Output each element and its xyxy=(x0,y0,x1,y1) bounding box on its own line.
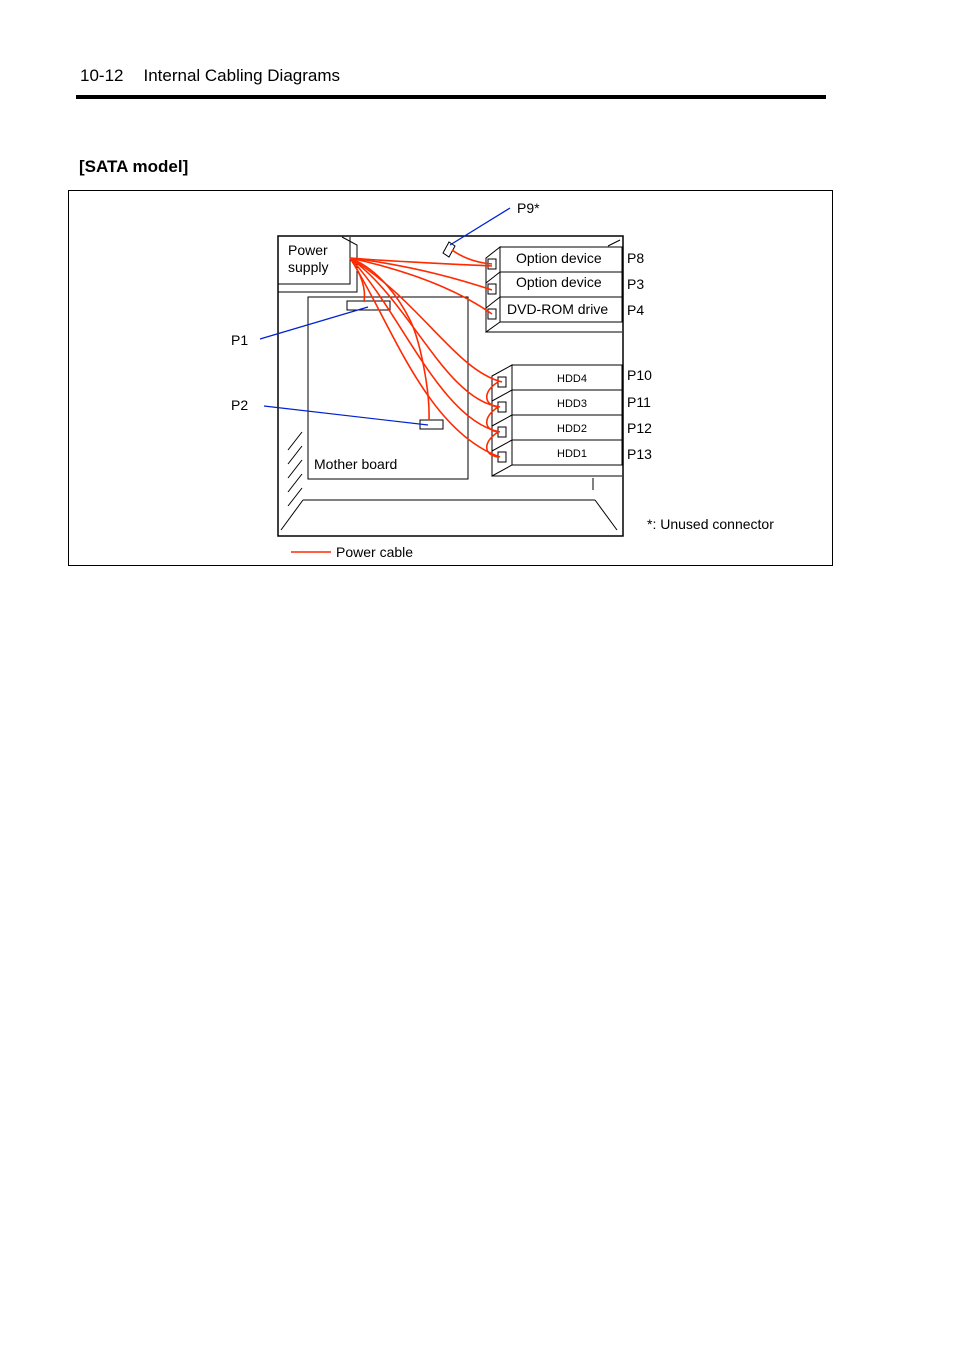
p9-connector xyxy=(443,242,455,257)
p9-label: P9* xyxy=(517,200,540,216)
leader-lines xyxy=(260,208,510,425)
p1-label: P1 xyxy=(231,332,249,348)
bay-label: Option device xyxy=(516,274,602,290)
p12-label: P12 xyxy=(627,420,652,436)
mother-board xyxy=(308,297,468,479)
p10-label: P10 xyxy=(627,367,652,383)
p13-label: P13 xyxy=(627,446,652,462)
power-supply-label: Power xyxy=(288,242,328,258)
bay-label: Option device xyxy=(516,250,602,266)
unused-connector-note: *: Unused connector xyxy=(647,516,774,532)
bay-label: DVD-ROM drive xyxy=(507,301,609,317)
legend-label: Power cable xyxy=(336,544,414,560)
hdd-label: HDD3 xyxy=(557,398,587,410)
p8-label: P8 xyxy=(627,250,645,266)
chassis-floor-edge xyxy=(595,500,617,530)
chassis-corner-edge xyxy=(608,240,620,246)
mother-board-label: Mother board xyxy=(314,456,398,472)
vent-slots xyxy=(288,432,302,506)
p11-label: P11 xyxy=(627,394,651,410)
hdd-label: HDD4 xyxy=(557,373,587,385)
p4-label: P4 xyxy=(627,302,645,318)
p3-label: P3 xyxy=(627,276,645,292)
chassis-floor-edge xyxy=(281,500,303,530)
hdd-label: HDD1 xyxy=(557,448,587,460)
power-supply-label: supply xyxy=(288,259,329,275)
p2-label: P2 xyxy=(231,397,249,413)
page-title: Internal Cabling Diagrams xyxy=(143,66,341,85)
hdd-label: HDD2 xyxy=(557,423,587,435)
section-title: [SATA model] xyxy=(79,157,189,176)
page-number: 10-12 xyxy=(80,66,124,85)
